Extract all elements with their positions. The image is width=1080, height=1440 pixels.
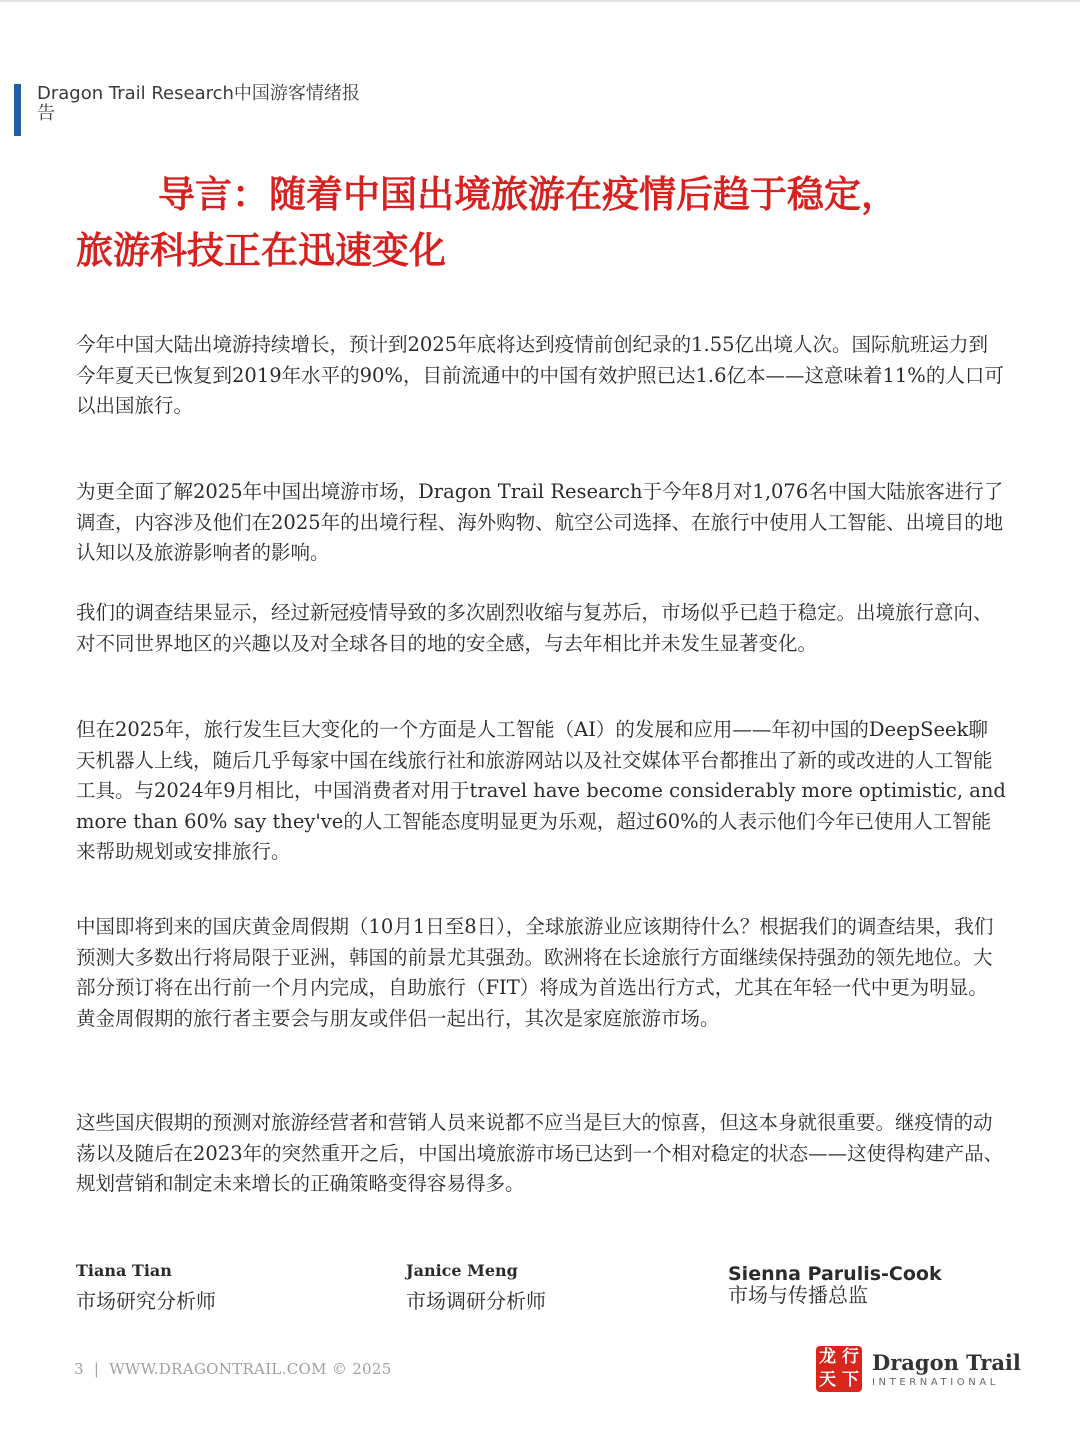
logo-mark-icon [816, 1346, 862, 1392]
signature-janice-meng [406, 1260, 546, 1316]
signature-name: Sienna Parulis-Cook [728, 1263, 942, 1285]
logo-mark-char: 下 [842, 1370, 859, 1390]
signature-tiana-tian [76, 1260, 216, 1316]
top-divider [0, 0, 1080, 2]
footer-separator: | [93, 1360, 100, 1378]
paragraph-1: 今年中国大陆出境游持续增长，预计到2025年底将达到疫情前创纪录的1.55亿出境人次。国际航班运力到今年夏天已恢复到2019年水平的90%，目前流通中的中国有效护照已达1.6亿本——这意味着11%的人口可以出国旅行。 [76, 333, 1004, 417]
logo-name: Dragon Trail [872, 1349, 1021, 1375]
signature-role: 市场与传播总监 [728, 1283, 868, 1307]
logo-mark-char: 天 [819, 1370, 836, 1390]
paragraph-2: 为更全面了解2025年中国出境游市场，Dragon Trail Research于今年8月对1,076名中国大陆旅客进行了调查，内容涉及他们在2025年的出境行程、海外购物、航空公司选择、在旅行中使用人工智能、出境目的地认知以及旅游影响者的影响。 [76, 480, 1004, 564]
page-title-line-1: 导言：随着中国出境旅游在疫情后趋于稳定， [158, 172, 898, 216]
logo-mark-char: 行 [842, 1347, 859, 1367]
paragraph-6: 这些国庆假期的预测对旅游经营者和营销人员来说都不应当是巨大的惊喜，但这本身就很重要。继疫情的动荡以及随后在2023年的突然重开之后，中国出境旅游市场已达到一个相对稳定的状态——这使得构建产品、规划营销和制定未来增长的正确策略变得容易得多。 [76, 1111, 1004, 1195]
footer-website: WWW.DRAGONTRAIL.COM © 2025 [109, 1360, 392, 1378]
page-title-line-2: 旅游科技正在迅速变化 [76, 228, 446, 272]
signature-name: Janice Meng [406, 1261, 518, 1280]
report-header [14, 84, 367, 136]
paragraph-3: 我们的调查结果显示，经过新冠疫情导致的多次剧烈收缩与复苏后，市场似乎已趋于稳定。出境旅行意向、对不同世界地区的兴趣以及对全球各目的地的安全感，与去年相比并未发生显著变化。 [76, 601, 993, 655]
logo-subtitle: INTERNATIONAL [872, 1376, 999, 1388]
page-number: 3 [74, 1360, 84, 1378]
logo-mark-char: 龙 [819, 1347, 836, 1367]
signature-role: 市场研究分析师 [76, 1289, 216, 1313]
page-title [76, 166, 1006, 278]
header-accent-bar [14, 84, 21, 136]
dragon-trail-logo [816, 1346, 1021, 1392]
signature-name: Tiana Tian [76, 1261, 172, 1280]
signature-sienna-parulis-cook [728, 1264, 942, 1306]
signature-role: 市场调研分析师 [406, 1289, 546, 1313]
paragraph-5: 中国即将到来的国庆黄金周假期（10月1日至8日），全球旅游业应该期待什么？根据我们的调查结果，我们预测大多数出行将局限于亚洲，韩国的前景尤其强劲。欧洲将在长途旅行方面继续保持强劲的领先地位。大部分预订将在出行前一个月内完成，自助旅行（FIT）将成为首选出行方式，尤其在年轻一代中更为明显。黄金周假期的旅行者主要会与朋友或伴侣一起出行，其次是家庭旅游市场。 [76, 915, 994, 1030]
page-footer [74, 1360, 392, 1378]
logo-wordmark [872, 1351, 1021, 1388]
paragraph-4: 但在2025年，旅行发生巨大变化的一个方面是人工智能（AI）的发展和应用——年初中国的DeepSeek聊天机器人上线，随后几乎每家中国在线旅行社和旅游网站以及社交媒体平台都推出了新的或改进的人工智能工具。与2024年9月相比，中国消费者对用于travel have become considerably more optimistic, and more than 60% say they've的人工智能态度明显更为乐观，超过60%的人表示他们今年已使用人工智能来帮助规划或安排旅行。 [76, 718, 1006, 863]
report-header-title: Dragon Trail Research中国游客情绪报告 [37, 83, 360, 124]
